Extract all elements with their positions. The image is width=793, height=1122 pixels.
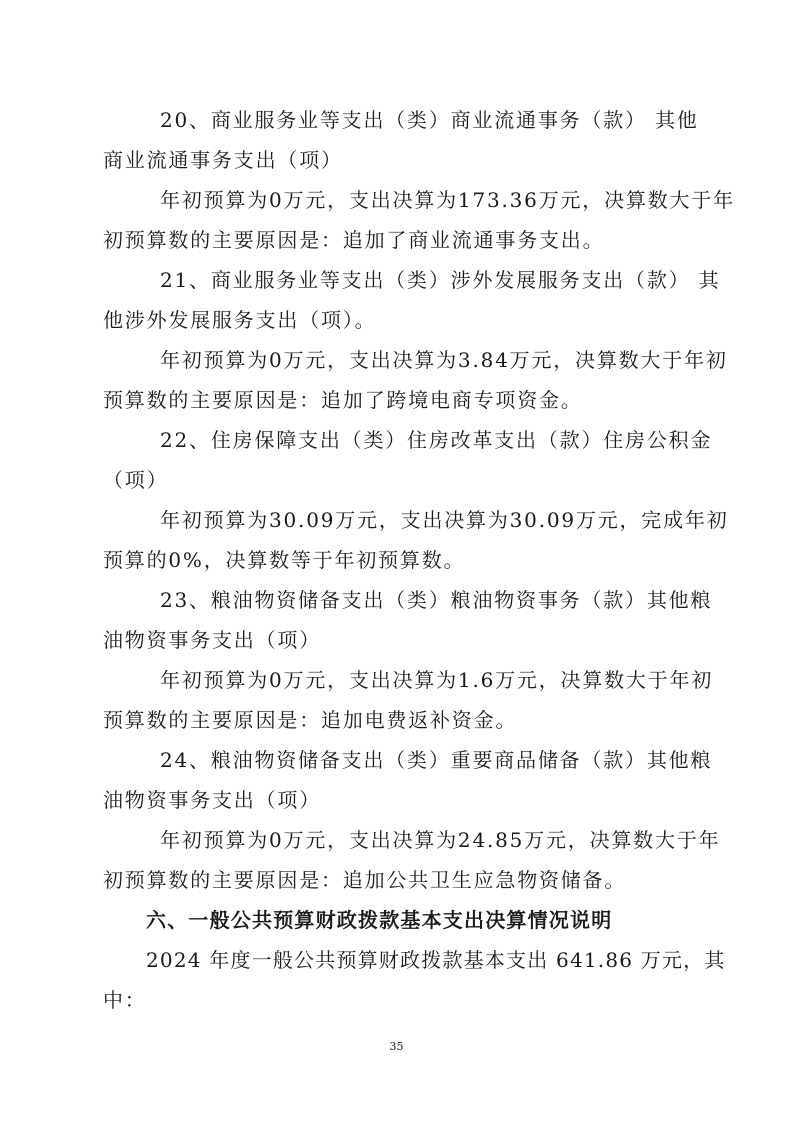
paragraph-line: 油物资事务支出（项） (103, 788, 321, 812)
paragraph-line: 中： (103, 988, 147, 1012)
paragraph-line: 24、粮油物资储备支出（类）重要商品储备（款）其他粮 (160, 748, 713, 772)
paragraph-line: 年初预算为0万元，支出决算为173.36万元，决算数大于年 (160, 188, 735, 212)
section-heading: 六、一般公共预算财政拨款基本支出决算情况说明 (146, 908, 613, 932)
paragraph-line: 年初预算为30.09万元，支出决算为30.09万元，完成年初 (160, 508, 729, 532)
paragraph-line: 预算数的主要原因是：追加了跨境电商专项资金。 (103, 388, 583, 412)
paragraph-line: 年初预算为0万元，支出决算为3.84万元，决算数大于年初 (160, 348, 728, 372)
paragraph-line: （项） (103, 468, 169, 492)
page-number: 35 (389, 1040, 404, 1053)
paragraph-line: 21、商业服务业等支出（类）涉外发展服务支出（款） 其 (160, 268, 721, 292)
paragraph-line: 初预算数的主要原因是：追加了商业流通事务支出。 (103, 228, 605, 252)
paragraph-line: 年初预算为0万元，支出决算为1.6万元，决算数大于年初 (160, 668, 714, 692)
paragraph-line: 油物资事务支出（项） (103, 628, 321, 652)
paragraph-line: 预算的0%，决算数等于年初预算数。 (103, 548, 466, 572)
paragraph-line: 他涉外发展服务支出（项）。 (103, 308, 377, 332)
paragraph-line: 20、商业服务业等支出（类）商业流通事务（款） 其他 (160, 108, 699, 132)
paragraph-line: 年初预算为0万元，支出决算为24.85万元，决算数大于年 (160, 828, 721, 852)
paragraph-line: 23、粮油物资储备支出（类）粮油物资事务（款）其他粮 (160, 588, 713, 612)
paragraph-line: 商业流通事务支出（项） (103, 148, 343, 172)
paragraph-line: 初预算数的主要原因是：追加公共卫生应急物资储备。 (103, 868, 627, 892)
paragraph-line: 2024 年度一般公共预算财政拨款基本支出 641.86 万元，其 (146, 948, 726, 972)
paragraph-line: 22、住房保障支出（类）住房改革支出（款）住房公积金 (160, 428, 713, 452)
paragraph-line: 预算数的主要原因是：追加电费返补资金。 (103, 708, 518, 732)
